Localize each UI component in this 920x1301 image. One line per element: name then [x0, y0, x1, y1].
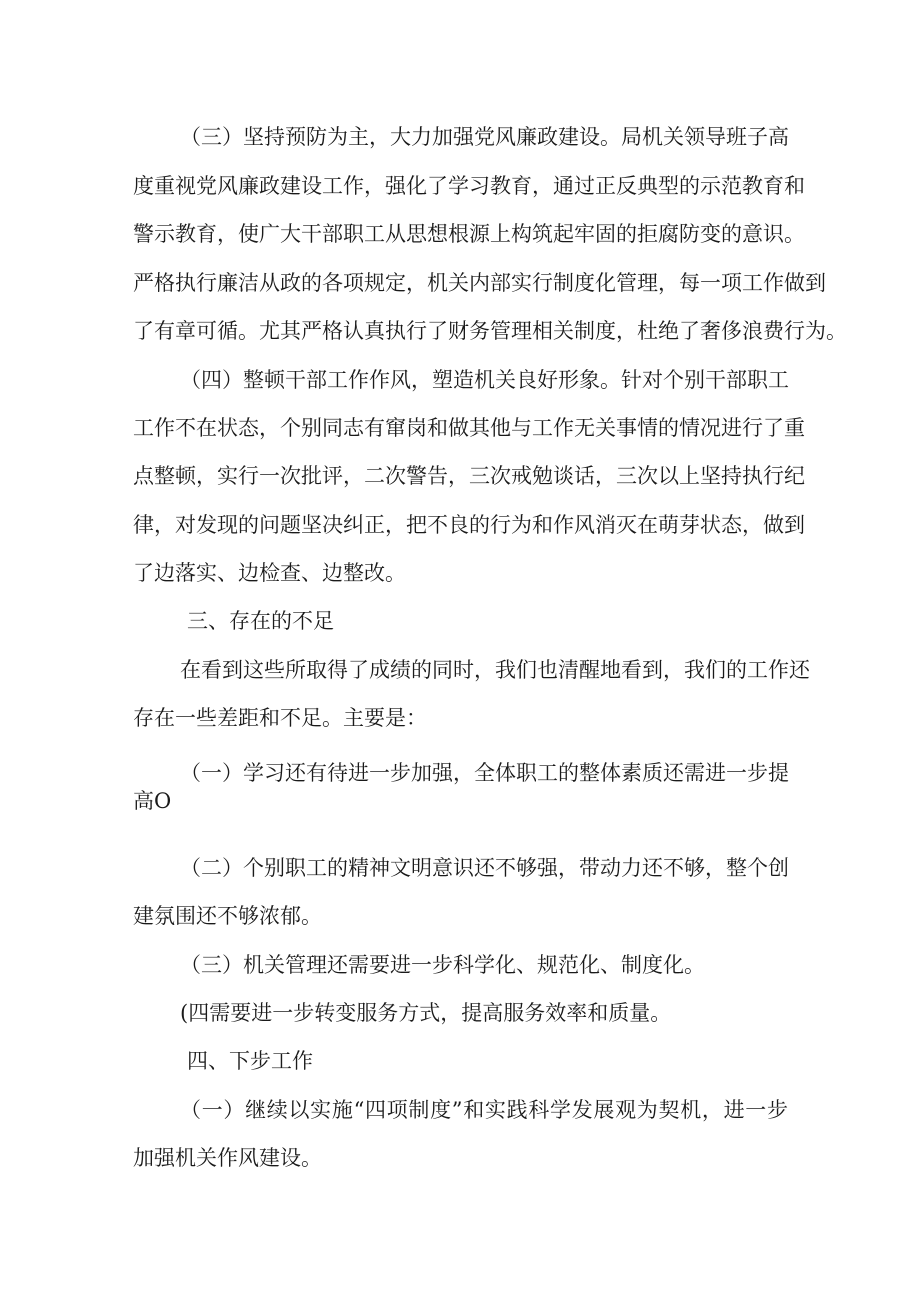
shortcoming-3: （三）机关管理还需要进一步科学化、规范化、制度化。 [180, 953, 705, 977]
shortcoming-2-line-2: 建氛围还不够浓郁。 [133, 904, 322, 928]
shortcoming-4: (四需要进一步转变服务方式，提高服务效率和质量。 [180, 1001, 672, 1025]
paragraph-3-line-1: （三）坚持预防为主，大力加强党风廉政建设。局机关领导班子高 [180, 125, 789, 149]
paragraph-3-line-3: 警示教育，使广大干部职工从思想根源上构筑起牢固的拒腐防变的意识。 [133, 222, 805, 246]
paragraph-4-line-5: 了边落实、边检查、边整改。 [133, 561, 406, 585]
shortcoming-1-line-2: 高O [133, 789, 172, 813]
shortcoming-1-line-1: （一）学习还有待进一步加强，全体职工的整体素质还需进一步提 [180, 761, 789, 785]
paragraph-4-line-4: 律，对发现的问题坚决纠正，把不良的行为和作风消灭在萌芽状态，做到 [133, 513, 805, 537]
paragraph-3-line-5: 了有章可循。尤其严格认真执行了财务管理相关制度，杜绝了奢侈浪费行为。 [133, 319, 847, 343]
section-heading-next-steps: 四、下步工作 [187, 1049, 313, 1073]
paragraph-3-line-2: 度重视党风廉政建设工作，强化了学习教育，通过正反典型的示范教育和 [133, 174, 805, 198]
paragraph-4-line-1: （四）整顿干部工作作风，塑造机关良好形象。针对个别干部职工 [180, 368, 789, 392]
paragraph-3-line-4: 严格执行廉洁从政的各项规定，机关内部实行制度化管理，每一项工作做到 [133, 271, 826, 295]
paragraph-4-line-2: 工作不在状态，个别同志有窜岗和做其他与工作无关事情的情况进行了重 [133, 416, 805, 440]
shortcomings-intro-line-1: 在看到这些所取得了成绩的同时，我们也清醒地看到，我们的工作还 [180, 658, 810, 682]
next-step-1-line-2: 加强机关作风建设。 [133, 1146, 322, 1170]
paragraph-4-line-3: 点整顿，实行一次批评，二次警告，三次戒勉谈话，三次以上坚持执行纪 [133, 464, 805, 488]
shortcoming-2-line-1: （二）个别职工的精神文明意识还不够强，带动力还不够，整个创 [180, 856, 789, 880]
shortcomings-intro-line-2: 存在一些差距和不足。主要是： [133, 706, 427, 730]
section-heading-shortcomings: 三、存在的不足 [187, 609, 334, 633]
next-step-1-line-1: （一）继续以实施“四项制度”和实践科学发展观为契机，进一步 [180, 1098, 788, 1122]
